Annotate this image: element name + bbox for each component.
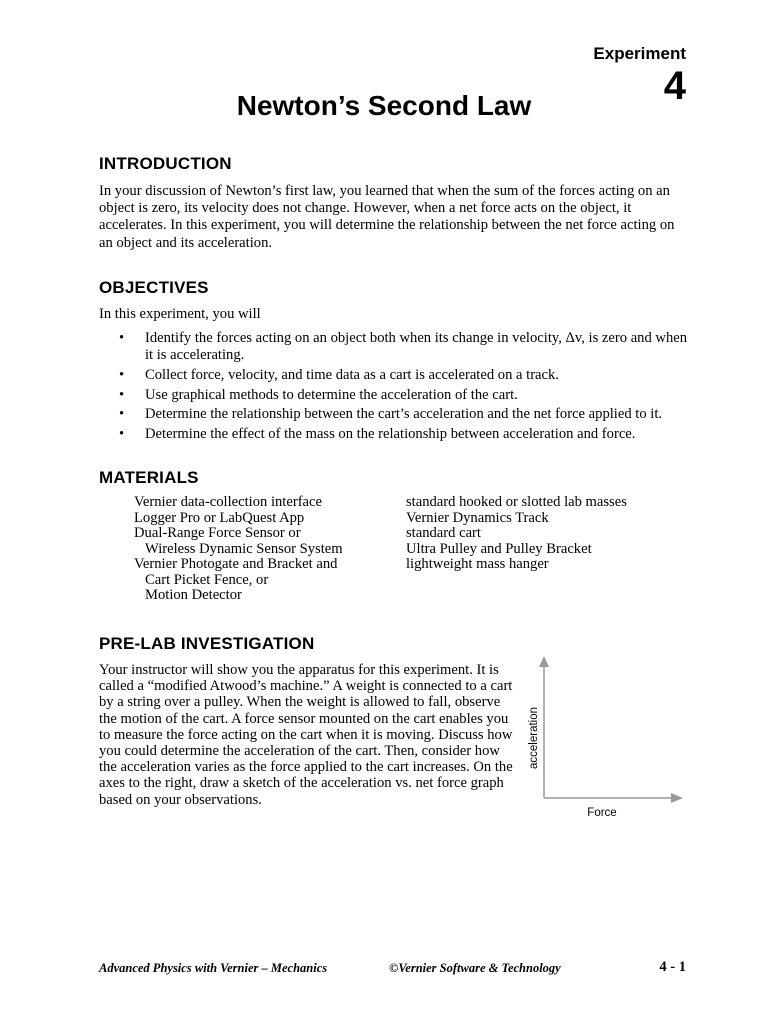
- prelab-text: Your instructor will show you the apparatus for this experiment. It is called a “modified Atwood’s machine.” A weight is connected to a cart by a string over a pulley. When the weight is allowed to fall, observe the motion of the cart. A force sensor mounted on the cart enables you to measure the force acting on the cart when it is moving. Discuss how you could determine the acceleration of the cart. Then, consider how the acceleration varies as the force applied to the cart increases. On the axes to the right, draw a sketch of the acceleration vs. net force graph based on your observations.: [99, 662, 513, 808]
- material-item: Vernier Photogate and Bracket and: [134, 556, 338, 572]
- footer-book-title: Advanced Physics with Vernier – Mechanics: [99, 961, 328, 975]
- list-item: [99, 406, 689, 423]
- objectives-list: [99, 330, 689, 446]
- experiment-number: 4: [663, 64, 686, 108]
- material-item: Cart Picket Fence, or: [145, 571, 269, 588]
- bullet-icon: •: [119, 426, 125, 443]
- prelab-heading: PRE-LAB INVESTIGATION: [99, 634, 315, 653]
- introduction-heading: INTRODUCTION: [99, 154, 232, 173]
- material-item: Dual-Range Force Sensor or: [134, 525, 301, 541]
- material-item: Vernier Dynamics Track: [406, 509, 549, 526]
- objectives-heading: OBJECTIVES: [99, 278, 209, 297]
- page-title: Newton’s Second Law: [236, 90, 532, 121]
- material-item: Wireless Dynamic Sensor System: [145, 540, 343, 557]
- material-item: Motion Detector: [145, 587, 242, 603]
- material-item: Logger Pro or LabQuest App: [134, 509, 305, 526]
- material-item: Ultra Pulley and Pulley Bracket: [406, 540, 592, 557]
- page-number: 4 - 1: [659, 959, 686, 975]
- introduction-text: In your discussion of Newton’s first law, you learned that when the sum of the forces acting on an object is zero, its velocity does not change. However, when a net force acts on the object, it accelerates. In this experiment, you will determine the relationship between the net force acting on an object and its acceleration.: [99, 183, 675, 251]
- bullet-icon: •: [119, 366, 125, 383]
- list-item: [99, 387, 689, 404]
- list-item: [99, 426, 689, 443]
- x-axis-arrowhead-icon: [671, 793, 683, 803]
- objective-text: Use graphical methods to determine the acceleration of the cart.: [145, 386, 518, 403]
- objective-text: Collect force, velocity, and time data as a cart is accelerated on a track.: [145, 366, 559, 383]
- materials-right-column: [406, 495, 686, 573]
- material-item: Vernier data-collection interface: [134, 494, 322, 510]
- objectives-lead: In this experiment, you will: [99, 306, 261, 322]
- materials-left-column: [134, 495, 394, 604]
- experiment-label: Experiment: [593, 44, 686, 63]
- materials-heading: MATERIALS: [99, 468, 199, 487]
- material-item: standard cart: [406, 525, 481, 541]
- x-axis-label: Force: [587, 807, 617, 819]
- list-item: [99, 330, 689, 364]
- material-item: standard hooked or slotted lab masses: [406, 494, 627, 510]
- y-axis-label: acceleration: [528, 706, 540, 770]
- bullet-icon: •: [119, 406, 125, 423]
- bullet-icon: •: [119, 386, 125, 403]
- material-item: lightweight mass hanger: [406, 556, 549, 572]
- objective-text: Determine the effect of the mass on the relationship between acceleration and force.: [145, 426, 636, 443]
- footer-copyright: ©Vernier Software & Technology: [389, 961, 561, 975]
- objective-text: Identify the forces acting on an object both when its change in velocity, Δv, is zero and when it is accelerating.: [145, 330, 688, 364]
- bullet-icon: •: [119, 330, 125, 346]
- objective-text: Determine the relationship between the cart’s acceleration and the net force applied to it.: [145, 406, 663, 423]
- sketch-axes: [515, 650, 695, 825]
- list-item: [99, 367, 689, 384]
